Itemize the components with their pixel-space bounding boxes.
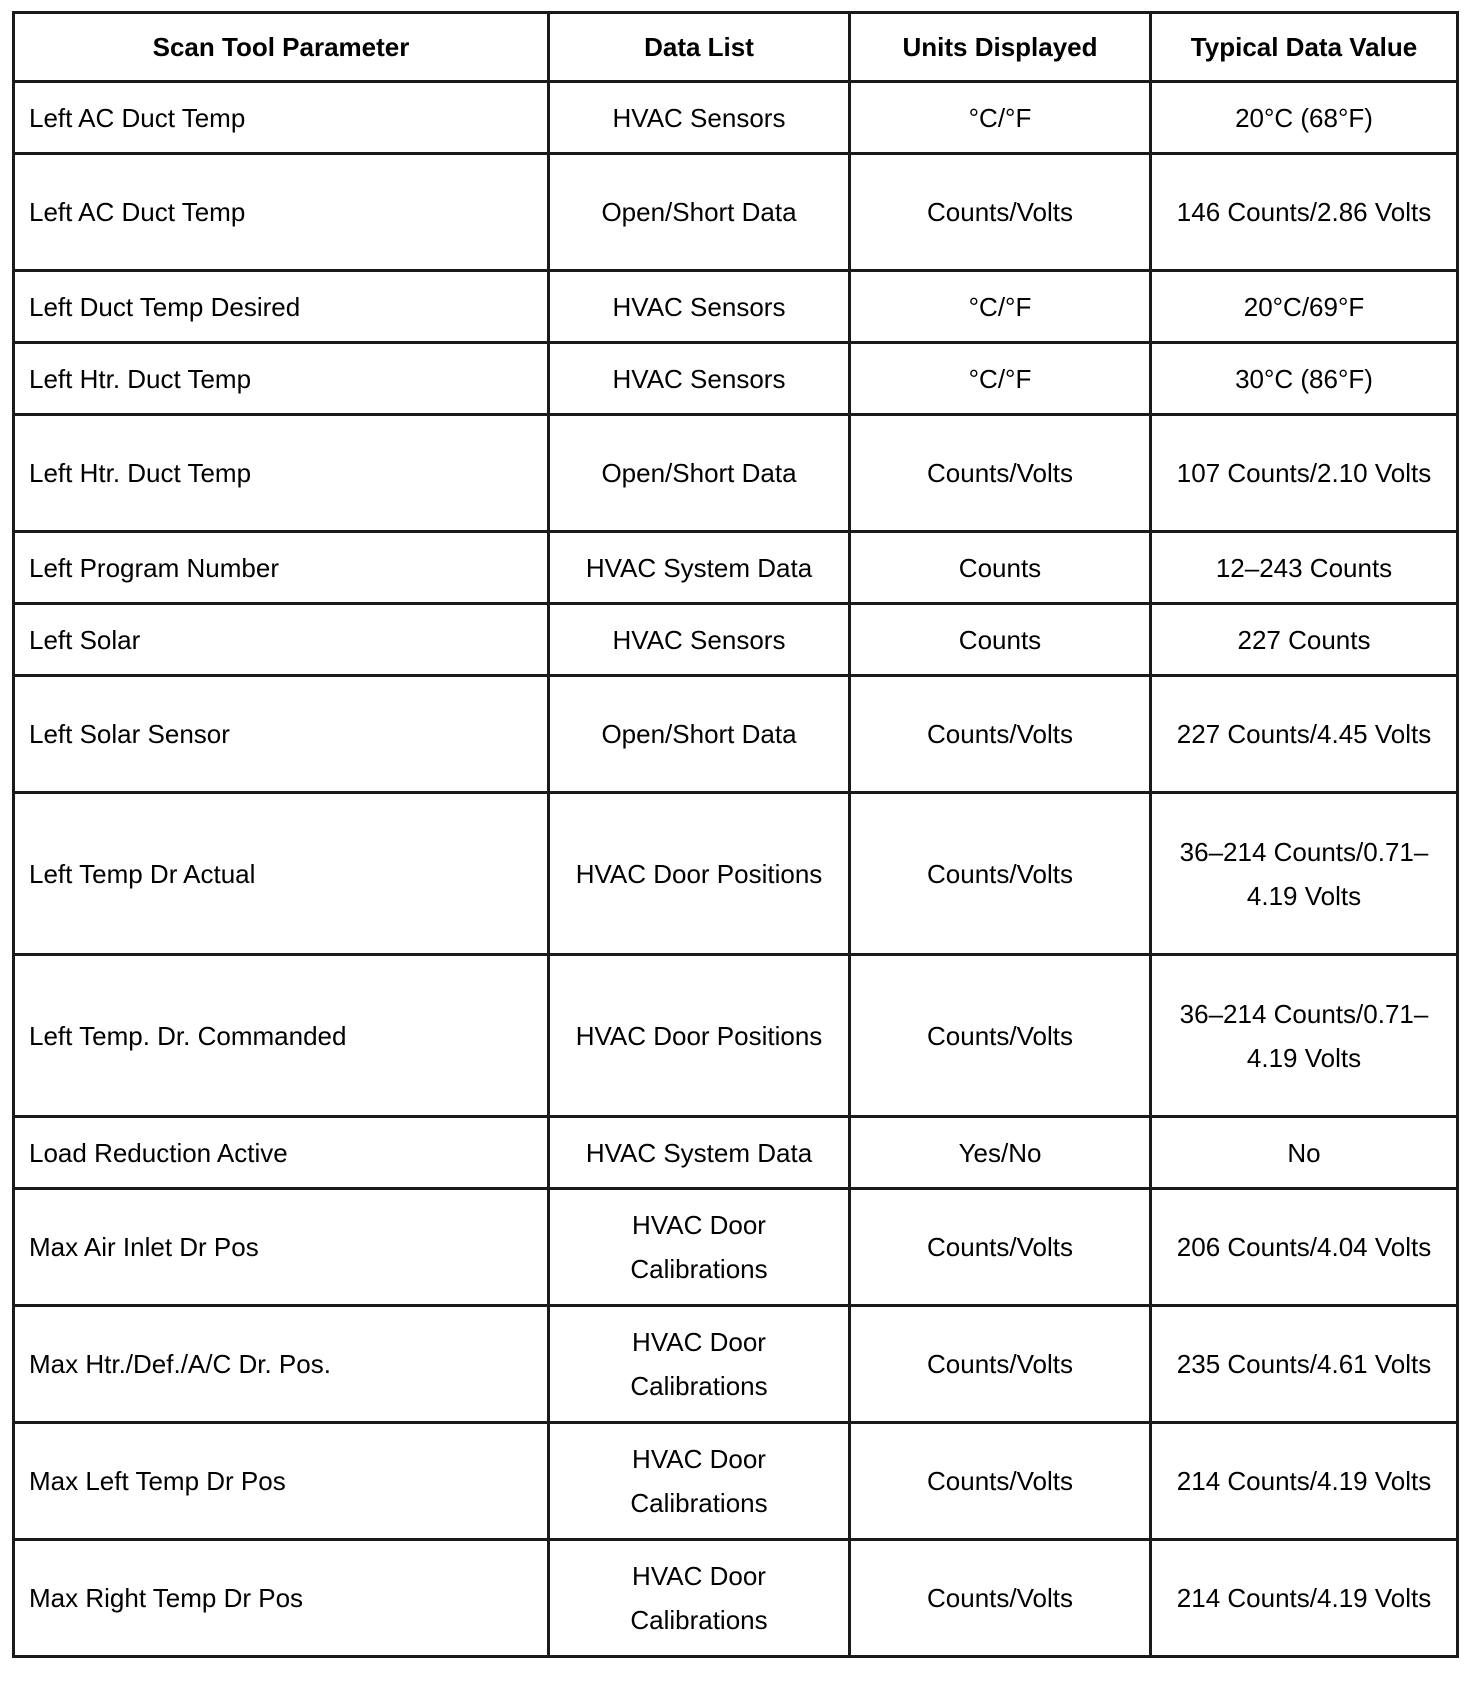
- cell-units: Counts/Volts: [850, 1189, 1151, 1306]
- cell-parameter: Max Left Temp Dr Pos: [14, 1423, 549, 1540]
- cell-units: Counts: [850, 604, 1151, 676]
- cell-typical-value: 146 Counts/2.86 Volts: [1151, 154, 1458, 271]
- cell-data-list: HVAC System Data: [549, 532, 850, 604]
- cell-parameter: Left Solar: [14, 604, 549, 676]
- cell-data-list: HVAC Door Positions: [549, 955, 850, 1117]
- table-row: [14, 1117, 1458, 1189]
- header-scan-tool-parameter: Scan Tool Parameter: [14, 13, 549, 82]
- cell-units: Counts/Volts: [850, 955, 1151, 1117]
- table-row: [14, 154, 1458, 271]
- table-row: [14, 1540, 1458, 1657]
- cell-data-list: Open/Short Data: [549, 415, 850, 532]
- cell-typical-value: 206 Counts/4.04 Volts: [1151, 1189, 1458, 1306]
- cell-typical-value: 20°C (68°F): [1151, 82, 1458, 154]
- cell-parameter: Left Solar Sensor: [14, 676, 549, 793]
- cell-parameter: Left Program Number: [14, 532, 549, 604]
- cell-parameter: Left Duct Temp Desired: [14, 271, 549, 343]
- cell-typical-value: 214 Counts/4.19 Volts: [1151, 1540, 1458, 1657]
- cell-parameter: Left Temp. Dr. Commanded: [14, 955, 549, 1117]
- cell-units: Counts: [850, 532, 1151, 604]
- cell-parameter: Left Htr. Duct Temp: [14, 343, 549, 415]
- header-data-list: Data List: [549, 13, 850, 82]
- cell-units: Counts/Volts: [850, 1306, 1151, 1423]
- table-row: [14, 271, 1458, 343]
- cell-typical-value: No: [1151, 1117, 1458, 1189]
- cell-typical-value: 12–243 Counts: [1151, 532, 1458, 604]
- cell-units: Counts/Volts: [850, 1423, 1151, 1540]
- cell-units: Counts/Volts: [850, 1540, 1151, 1657]
- table-row: [14, 82, 1458, 154]
- scan-tool-data-table: [12, 11, 1459, 1658]
- cell-data-list: HVAC Sensors: [549, 271, 850, 343]
- cell-parameter: Max Right Temp Dr Pos: [14, 1540, 549, 1657]
- cell-parameter: Load Reduction Active: [14, 1117, 549, 1189]
- cell-typical-value: 227 Counts/4.45 Volts: [1151, 676, 1458, 793]
- cell-parameter: Left Htr. Duct Temp: [14, 415, 549, 532]
- cell-data-list: HVAC Door Calibrations: [549, 1423, 850, 1540]
- cell-data-list: Open/Short Data: [549, 676, 850, 793]
- header-row: [14, 13, 1458, 82]
- table-row: [14, 793, 1458, 955]
- header-units-displayed: Units Displayed: [850, 13, 1151, 82]
- cell-units: Counts/Volts: [850, 793, 1151, 955]
- cell-units: °C/°F: [850, 271, 1151, 343]
- cell-data-list: HVAC Sensors: [549, 343, 850, 415]
- cell-data-list: HVAC System Data: [549, 1117, 850, 1189]
- table-row: [14, 343, 1458, 415]
- cell-units: °C/°F: [850, 82, 1151, 154]
- table-row: [14, 1306, 1458, 1423]
- cell-units: °C/°F: [850, 343, 1151, 415]
- cell-parameter: Max Htr./Def./A/C Dr. Pos.: [14, 1306, 549, 1423]
- cell-data-list: HVAC Door Positions: [549, 793, 850, 955]
- cell-typical-value: 214 Counts/4.19 Volts: [1151, 1423, 1458, 1540]
- header-typical-data-value: Typical Data Value: [1151, 13, 1458, 82]
- cell-typical-value: 235 Counts/4.61 Volts: [1151, 1306, 1458, 1423]
- table-row: [14, 604, 1458, 676]
- cell-typical-value: 36–214 Counts/0.71–4.19 Volts: [1151, 793, 1458, 955]
- table-row: [14, 415, 1458, 532]
- cell-data-list: HVAC Door Calibrations: [549, 1306, 850, 1423]
- cell-data-list: HVAC Door Calibrations: [549, 1540, 850, 1657]
- cell-typical-value: 107 Counts/2.10 Volts: [1151, 415, 1458, 532]
- cell-data-list: HVAC Sensors: [549, 604, 850, 676]
- cell-units: Counts/Volts: [850, 415, 1151, 532]
- cell-typical-value: 30°C (86°F): [1151, 343, 1458, 415]
- table-row: [14, 676, 1458, 793]
- table-row: [14, 1189, 1458, 1306]
- cell-typical-value: 227 Counts: [1151, 604, 1458, 676]
- cell-parameter: Max Air Inlet Dr Pos: [14, 1189, 549, 1306]
- table-row: [14, 1423, 1458, 1540]
- cell-parameter: Left AC Duct Temp: [14, 82, 549, 154]
- cell-data-list: HVAC Sensors: [549, 82, 850, 154]
- cell-units: Counts/Volts: [850, 154, 1151, 271]
- cell-typical-value: 20°C/69°F: [1151, 271, 1458, 343]
- cell-data-list: Open/Short Data: [549, 154, 850, 271]
- cell-data-list: HVAC Door Calibrations: [549, 1189, 850, 1306]
- cell-parameter: Left Temp Dr Actual: [14, 793, 549, 955]
- cell-units: Counts/Volts: [850, 676, 1151, 793]
- table-row: [14, 532, 1458, 604]
- cell-typical-value: 36–214 Counts/0.71–4.19 Volts: [1151, 955, 1458, 1117]
- cell-parameter: Left AC Duct Temp: [14, 154, 549, 271]
- table-row: [14, 955, 1458, 1117]
- cell-units: Yes/No: [850, 1117, 1151, 1189]
